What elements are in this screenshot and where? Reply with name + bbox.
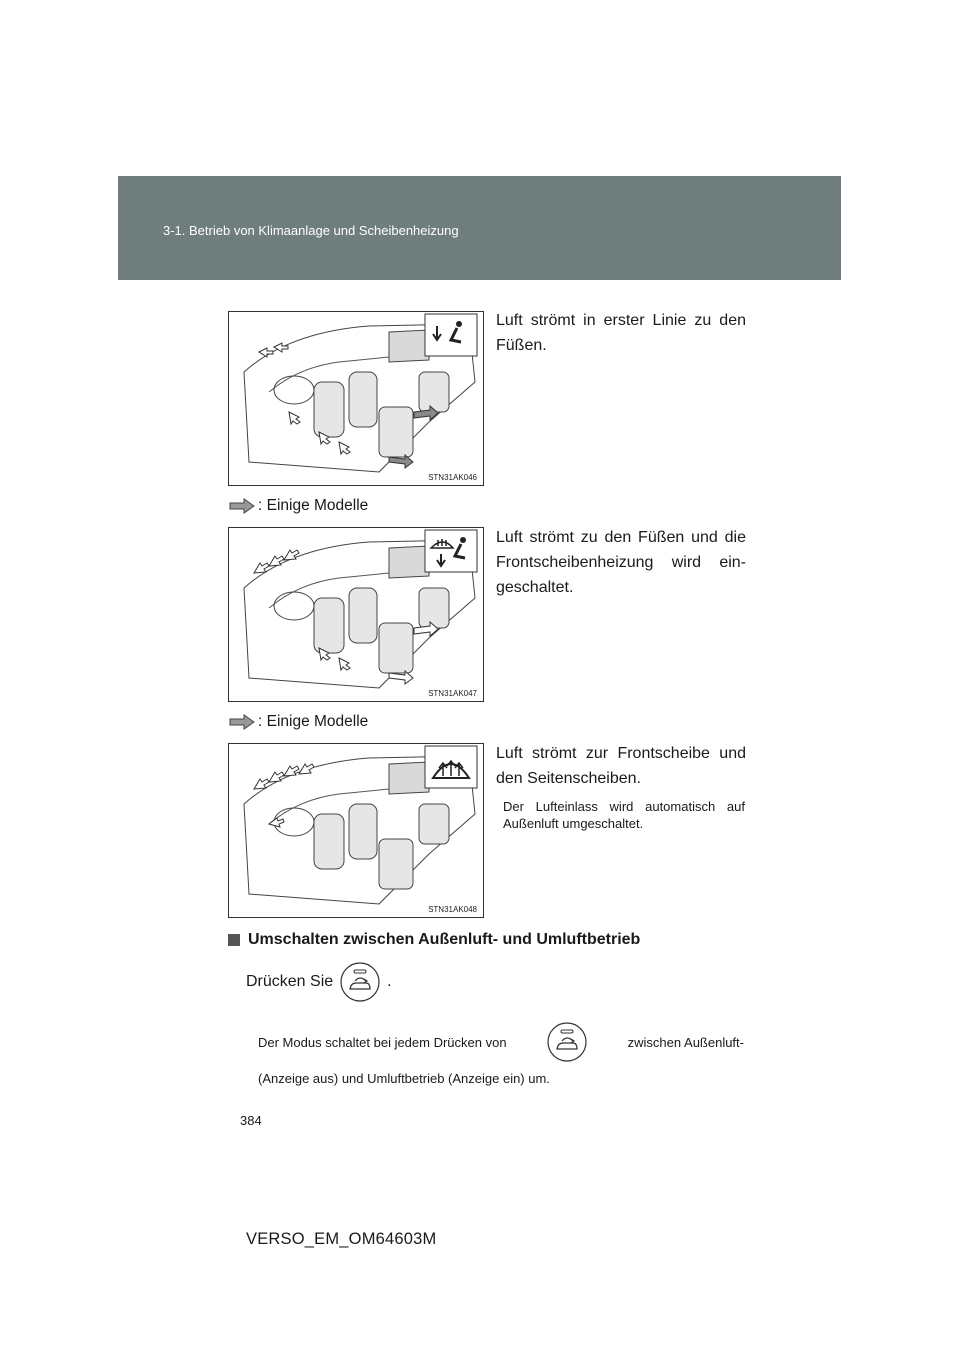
- para-text-start: Der Modus schaltet bei jedem Drücken von: [258, 1034, 507, 1050]
- car-interior-illustration: [229, 312, 483, 485]
- recirculation-button-icon: [546, 1021, 588, 1063]
- airflow-figure-feet-defrost: [228, 527, 484, 702]
- press-text: Drücken Sie: [246, 973, 334, 990]
- model-note: [228, 713, 368, 731]
- para-text-end: zwischen Außenluft-: [627, 1034, 744, 1050]
- car-interior-illustration: [229, 528, 483, 701]
- car-interior-illustration: [229, 744, 483, 917]
- mode-description: Luft strömt zu den Füßen und die Frontscheibenheizung wird ein-geschaltet.: [496, 529, 746, 596]
- para-text-line2: (Anzeige aus) und Umluftbetrieb (Anzeige ein) um.: [258, 1071, 550, 1086]
- figure-code: STN31AK047: [428, 689, 477, 698]
- mode-explanation: [258, 1021, 744, 1086]
- square-bullet-icon: [228, 934, 240, 946]
- press-instruction: [246, 961, 392, 1003]
- page-number: 384: [240, 1113, 262, 1128]
- document-code: VERSO_EM_OM64603M: [246, 1230, 437, 1248]
- airflow-figure-defrost: [228, 743, 484, 918]
- arrow-icon: [228, 498, 256, 514]
- model-note-text: : Einige Modelle: [258, 497, 369, 514]
- recirculation-button-icon: [339, 961, 381, 1003]
- mode-description: Luft strömt in erster Linie zu den Füßen.: [496, 312, 746, 354]
- section-title: 3-1. Betrieb von Klimaanlage und Scheibenheizung: [163, 223, 459, 238]
- figure-code: STN31AK046: [428, 473, 477, 482]
- section-heading-text: Umschalten zwischen Außenluft- und Umluftbetrieb: [248, 931, 641, 948]
- section-heading: [228, 931, 640, 949]
- model-note-text: : Einige Modelle: [258, 713, 369, 730]
- press-punct: .: [387, 973, 392, 990]
- model-note: [228, 497, 368, 515]
- arrow-icon: [228, 714, 256, 730]
- mode-note: Der Lufteinlass wird automatisch auf Außenluft umgeschaltet.: [503, 799, 745, 831]
- header-band: [118, 176, 841, 280]
- mode-description: Luft strömt zur Frontscheibe und den Seitenscheiben.: [496, 745, 746, 787]
- figure-code: STN31AK048: [428, 905, 477, 914]
- airflow-figure-feet: [228, 311, 484, 486]
